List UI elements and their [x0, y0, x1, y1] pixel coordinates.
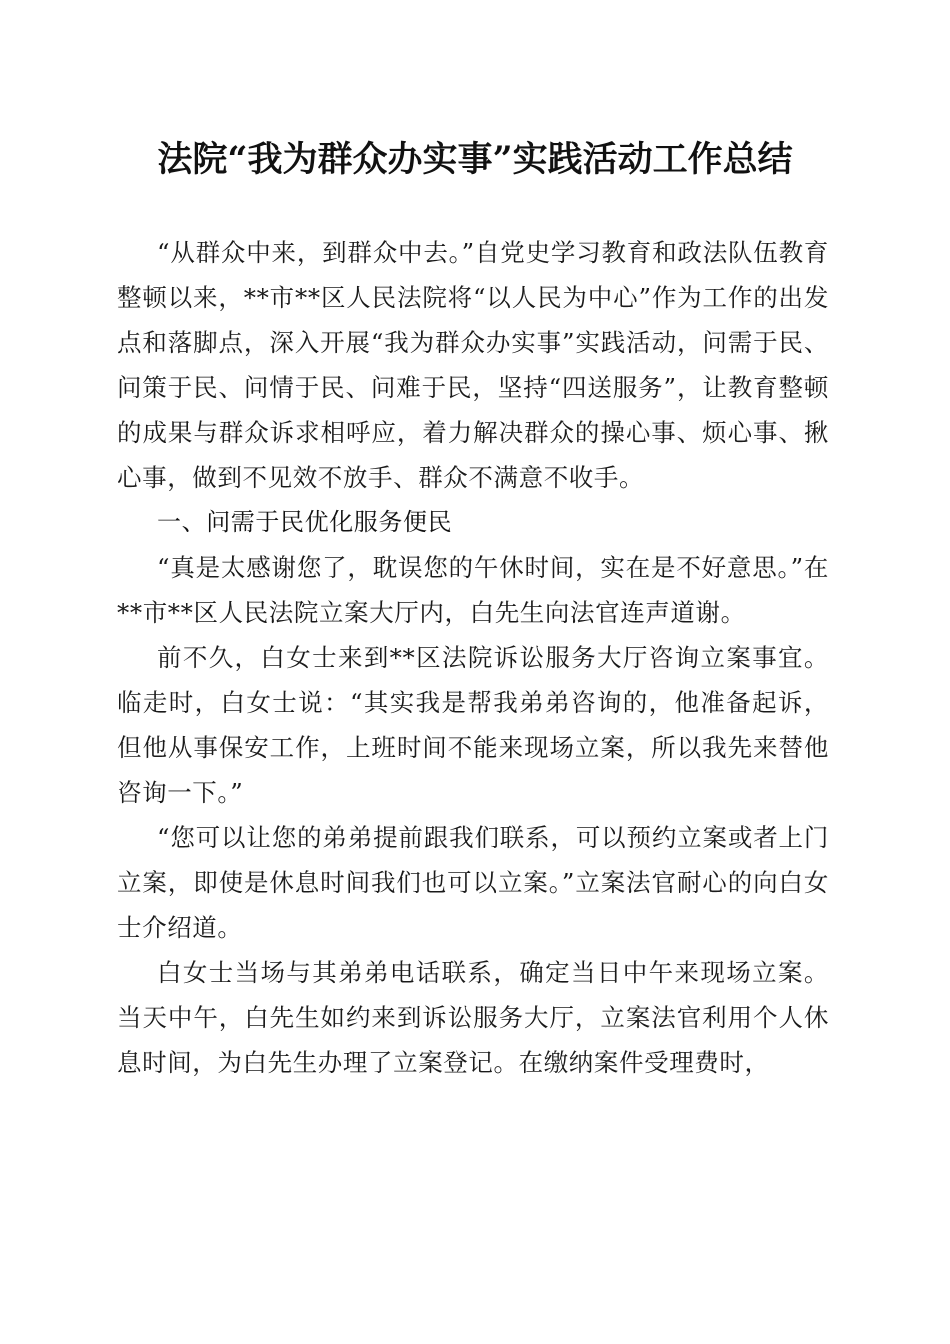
- section-heading: 一、问需于民优化服务便民: [157, 508, 453, 536]
- body-paragraph: “真是太感谢您了，耽误您的午休时间，实在是不好意思。”在**市**区人民法院立案大厅内，白先生向法官连声道谢。: [117, 553, 829, 627]
- document-title: 法院“我为群众办实事”实践活动工作总结: [157, 139, 793, 180]
- intro-paragraph: “从群众中来，到群众中去。”自党史学习教育和政法队伍教育整顿以来，**市**区人民法院将“以人民为中心”作为工作的出发点和落脚点，深入开展“我为群众办实事”实践活动，问需于民、问策于民、问情于民、问难于民，坚持“四送服务”，让教育整顿的成果与群众诉求相呼应，着力解决群众的操心事、烦心事、揪心事，做到不见效不放手、群众不满意不收手。: [117, 238, 829, 492]
- body-paragraph: 前不久，白女士来到**区法院诉讼服务大厅咨询立案事宜。临走时，白女士说：“其实我是帮我弟弟咨询的，他准备起诉，但他从事保安工作，上班时间不能来现场立案，所以我先来替他咨询一下。”: [117, 643, 829, 807]
- document-body: [117, 230, 829, 1085]
- body-paragraph: “您可以让您的弟弟提前跟我们联系，可以预约立案或者上门立案，即使是休息时间我们也可以立案。”立案法官耐心的向白女士介绍道。: [117, 823, 829, 942]
- body-paragraph: 白女士当场与其弟弟电话联系，确定当日中午来现场立案。当天中午，白先生如约来到诉讼服务大厅，立案法官利用个人休息时间，为白先生办理了立案登记。在缴纳案件受理费时，: [117, 958, 829, 1077]
